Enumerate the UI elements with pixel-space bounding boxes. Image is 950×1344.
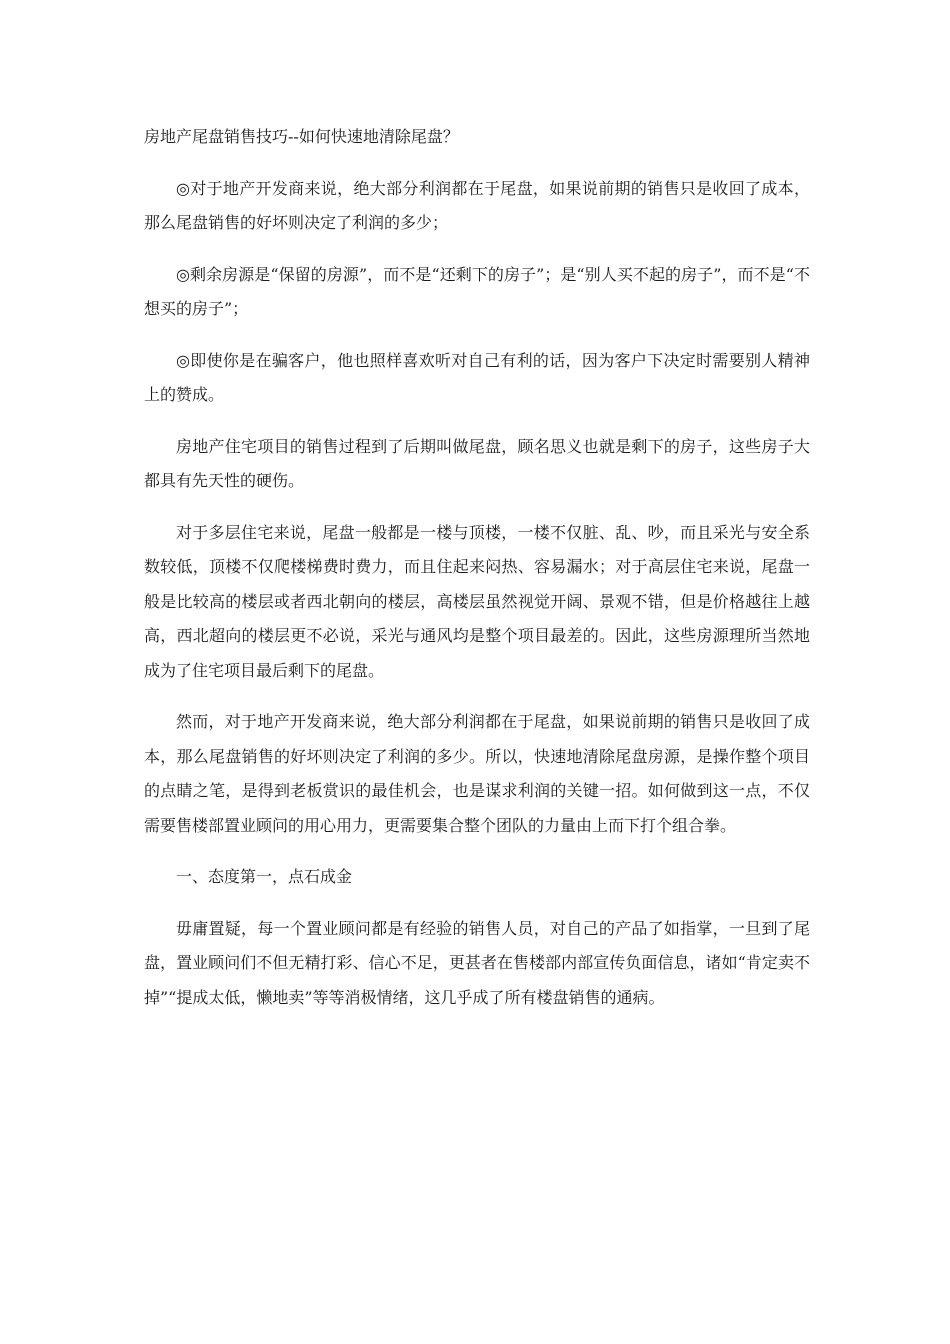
paragraph-tail-definition: 房地产住宅项目的销售过程到了后期叫做尾盘，顾名思义也就是剩下的房子，这些房子大都具有先天性的硬伤。	[144, 436, 810, 490]
paragraph-sales-staff: 毋庸置疑，每一个置业顾问都是有经验的销售人员，对自己的产品了如指掌，一旦到了尾盘，置业顾问们不但无精打彩、信心不足，更甚者在售楼部内部宣传负面信息，诸如“肯定卖不掉”“提成太低，懒地卖”等等消极情绪，这几乎成了所有楼盘销售的通病。	[144, 918, 810, 1007]
paragraph-remaining-units: ◎剩余房源是“保留的房源”，而不是“还剩下的房子”；是“别人买不起的房子”，而不是“不想买的房子”；	[144, 264, 810, 318]
document-title: 房地产尾盘销售技巧--如何快速地清除尾盘？	[144, 127, 459, 146]
section-heading-attitude: 一、态度第一，点石成金	[176, 867, 353, 886]
paragraph-profit-in-tail: ◎对于地产开发商来说，绝大部分利润都在于尾盘，如果说前期的销售只是收回了成本，那么尾盘销售的好坏则决定了利润的多少；	[144, 178, 810, 232]
paragraph-customer-psychology: ◎即使你是在骗客户，他也照样喜欢听对自己有利的话，因为客户下决定时需要别人精神上的赞成。	[144, 350, 810, 404]
paragraph-however: 然而，对于地产开发商来说，绝大部分利润都在于尾盘，如果说前期的销售只是收回了成本，那么尾盘销售的好坏则决定了利润的多少。所以，快速地清除尾盘房源，是操作整个项目的点睛之笔，是得到老板赏识的最佳机会，也是谋求利润的关键一招。如何做到这一点，不仅需要售楼部置业顾问的用心用力，更需要集合整个团队的力量由上而下打个组合拳。	[144, 712, 810, 835]
document-page	[144, 120, 810, 1032]
paragraph-floor-analysis: 对于多层住宅来说，尾盘一般都是一楼与顶楼，一楼不仅脏、乱、吵，而且采光与安全系数较低，顶楼不仅爬楼梯费时费力，而且住起来闷热、容易漏水；对于高层住宅来说，尾盘一般是比较高的楼层或者西北朝向的楼层，高楼层虽然视觉开阔、景观不错，但是价格越往上越高，西北超向的楼层更不必说，采光与通风均是整个项目最差的。因此，这些房源理所当然地成为了住宅项目最后剩下的尾盘。	[144, 522, 810, 680]
